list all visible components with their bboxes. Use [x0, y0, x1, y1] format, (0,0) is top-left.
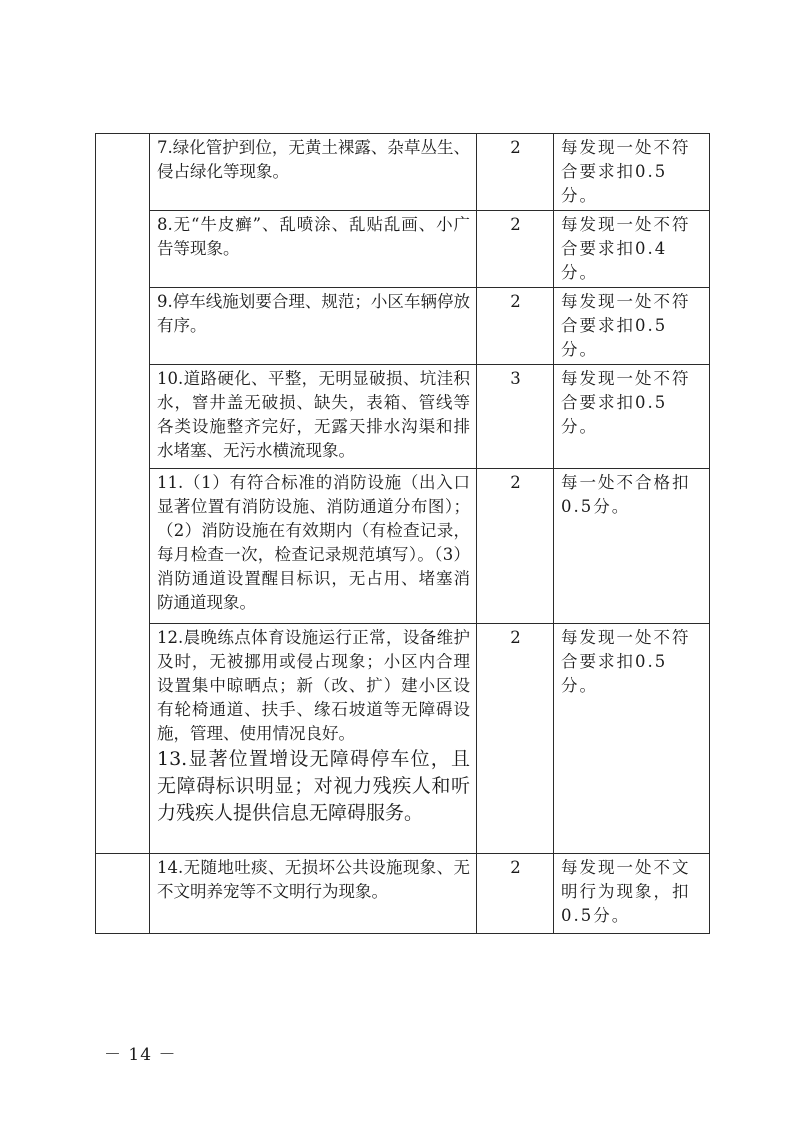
table-row: [96, 469, 710, 624]
score-cell: 3: [477, 365, 554, 469]
table-row: [96, 365, 710, 469]
item-text-extra: 13.显著位置增设无障碍停车位，且无障碍标识明显；对视力残疾人和听力残疾人提供信息无障碍服务。: [157, 748, 470, 824]
table-row: [96, 134, 710, 211]
category-cell: [96, 854, 150, 934]
page-number: － 14 －: [104, 1045, 177, 1065]
item-cell: 8.无“牛皮癣”、乱喷涂、乱贴乱画、小广告等现象。: [150, 211, 477, 288]
criteria-table: [95, 133, 710, 934]
table-row: [96, 854, 710, 934]
rule-cell: 每发现一处不符合要求扣0.5分。: [554, 365, 710, 469]
item-cell: 7.绿化管护到位，无黄土裸露、杂草丛生、侵占绿化等现象。: [150, 134, 477, 211]
item-cell: 10.道路硬化、平整，无明显破损、坑洼积水，窨井盖无破损、缺失，表箱、管线等各类设施整齐完好，无露天排水沟渠和排水堵塞、无污水横流现象。: [150, 365, 477, 469]
item-cell: 14.无随地吐痰、无损坏公共设施现象、无不文明养宠等不文明行为现象。: [150, 854, 477, 934]
table-row: [96, 624, 710, 854]
item-cell: [150, 624, 477, 854]
score-cell: 2: [477, 288, 554, 365]
score-cell: 2: [477, 211, 554, 288]
rule-cell: 每发现一处不符合要求扣0.5分。: [554, 134, 710, 211]
rule-cell: 每一处不合格扣0.5分。: [554, 469, 710, 624]
rule-cell: 每发现一处不文明行为现象，扣0.5分。: [554, 854, 710, 934]
category-cell: [96, 134, 150, 854]
table-row: [96, 211, 710, 288]
rule-cell: 每发现一处不符合要求扣0.5分。: [554, 624, 710, 854]
score-cell: 2: [477, 134, 554, 211]
score-cell: 2: [477, 469, 554, 624]
item-cell: 9.停车线施划要合理、规范；小区车辆停放有序。: [150, 288, 477, 365]
table-row: [96, 288, 710, 365]
rule-cell: 每发现一处不符合要求扣0.5分。: [554, 288, 710, 365]
item-text: 12.晨晚练点体育设施运行正常，设备维护及时，无被挪用或侵占现象；小区内合理设置集中晾晒点；新（改、扩）建小区设有轮椅通道、扶手、缘石坡道等无障碍设施，管理、使用情况良好。: [157, 628, 470, 743]
score-cell: 2: [477, 624, 554, 854]
item-cell: 11.（1）有符合标准的消防设施（出入口显著位置有消防设施、消防通道分布图）；（2）消防设施在有效期内（有检查记录，每月检查一次，检查记录规范填写）。（3）消防通道设置醒目标识，无占用、堵塞消防通道现象。: [150, 469, 477, 624]
rule-cell: 每发现一处不符合要求扣0.4分。: [554, 211, 710, 288]
score-cell: 2: [477, 854, 554, 934]
